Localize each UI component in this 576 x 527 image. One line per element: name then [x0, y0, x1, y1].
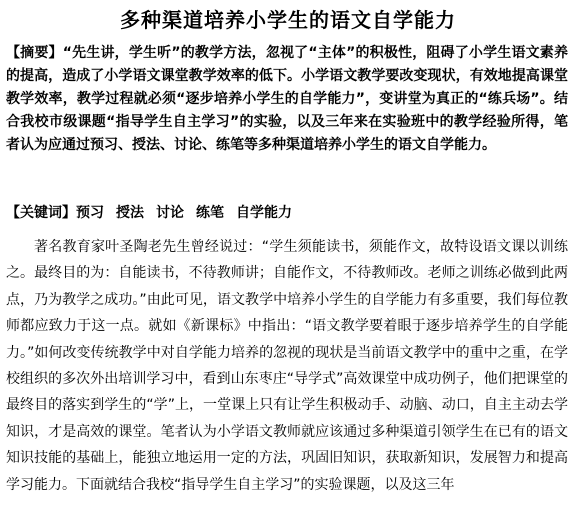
keyword: 预习 — [76, 205, 104, 221]
keyword: 授法 — [116, 205, 144, 221]
abstract-text: “先生讲，学生听”的教学方法，忽视了“主体”的积极性，阻碍了小学生语文素养的提高，造成了小学语文课堂教学效率的低下。小学语文教学要改变现状，有效地提高课堂教学效率，教学过程就必须“逐步培养小学生的自学能力”，变讲堂为真正的“练兵场”。结合我校市级课题“指导学生自主学习”的实验，以及三年来在实验班中的教学经验所得，笔者认为应通过预习、授法、讨论、练笔等多种渠道培养小学生的语文自学能力。 — [6, 45, 568, 153]
keyword: 练笔 — [196, 205, 224, 221]
keyword: 讨论 — [156, 205, 184, 221]
body-paragraph: 著名教育家叶圣陶老先生曾经说过：“学生须能读书，须能作文，故特设语文课以训练之。最终目的为：自能读书，不待教师讲；自能作文，不待教师改。老师之训练必做到此两点，乃为教学之成功。”由此可见，语文教学中培养小学生的自学能力有多重要，我们每位教师都应致力于这一点。就如《新课标》中指出：“语文教学要着眼于逐步培养学生的自学能力。”如何改变传统教学中对自学能力培养的忽视的现状是当前语文教学中的重中之重，在学校组织的多次外出培训学习中，看到山东枣庄“导学式”高效课堂中成功例子，他们把课堂的最终目的落实到学生的“学”上，一堂课上只有让学生积极动手、动脑、动口，自主主动去学知识，才是高效的课堂。笔者认为小学语文教师就应该通过多种渠道引领学生在已有的语文知识技能的基础上，能独立地运用一定的方法，巩固旧知识，获取新知识，发展智力和提高学习能力。下面就结合我校“指导学生自主学习”的实验课题，以及这三年 — [6, 239, 568, 493]
keywords-label: 【关键词】 — [6, 205, 76, 221]
abstract-label: 【摘要】 — [6, 45, 63, 61]
abstract — [6, 42, 568, 157]
keywords — [6, 202, 568, 225]
keyword: 自学能力 — [236, 205, 292, 221]
document-title: 多种渠道培养小学生的语文自学能力 — [120, 8, 456, 32]
